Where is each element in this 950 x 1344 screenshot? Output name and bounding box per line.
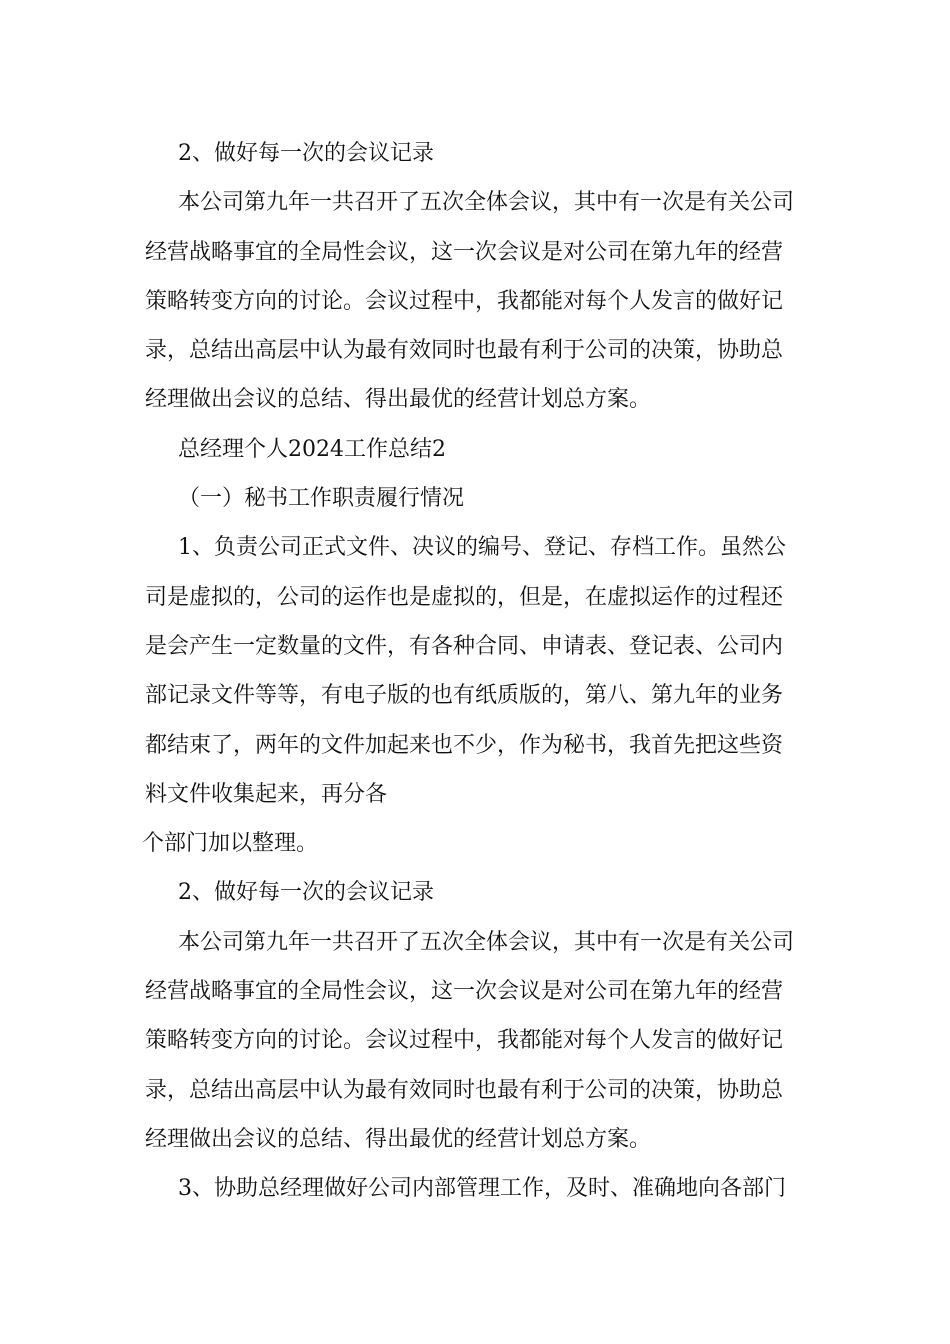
paragraph-line: 司是虚拟的，公司的运作也是虚拟的，但是，在虚拟运作的过程还	[145, 584, 784, 610]
document-body	[142, 129, 810, 1214]
paragraph-line: 都结束了，两年的文件加起来也不少，作为秘书，我首先把这些资	[145, 732, 784, 758]
paragraph-line: 录，总结出高层中认为最有效同时也最有利于公司的决策，协助总	[145, 1077, 784, 1103]
paragraph-line: 料文件收集起来，再分各	[145, 781, 388, 807]
paragraph-line: 经理做出会议的总结、得出最优的经营计划总方案。	[145, 1126, 652, 1152]
paragraph-line: 个部门加以整理。	[142, 831, 319, 857]
paragraph-line: 经营战略事宜的全局性会议，这一次会议是对公司在第九年的经营	[145, 979, 784, 1005]
paragraph-line: 经理做出会议的总结、得出最优的经营计划总方案。	[145, 387, 652, 413]
section-heading: 2、做好每一次的会议记录	[178, 880, 434, 906]
paragraph-line: 策略转变方向的讨论。会议过程中，我都能对每个人发言的做好记	[145, 1028, 784, 1054]
paragraph-line: 策略转变方向的讨论。会议过程中，我都能对每个人发言的做好记	[145, 288, 784, 314]
paragraph-line: 部记录文件等等，有电子版的也有纸质版的，第八、第九年的业务	[145, 683, 784, 709]
paragraph-line: 经营战略事宜的全局性会议，这一次会议是对公司在第九年的经营	[145, 239, 784, 265]
section-heading: （一）秘书工作职责履行情况	[178, 486, 465, 512]
section-heading: 2、做好每一次的会议记录	[178, 141, 434, 166]
paragraph-line: 1、负责公司正式文件、决议的编号、登记、存档工作。虽然公	[178, 535, 786, 561]
paragraph-line: 3、协助总经理做好公司内部管理工作，及时、准确地向各部门	[178, 1176, 786, 1202]
document-title: 总经理个人2024工作总结2	[178, 436, 446, 462]
paragraph-line: 本公司第九年一共召开了五次全体会议，其中有一次是有关公司	[178, 190, 795, 216]
paragraph-line: 录，总结出高层中认为最有效同时也最有利于公司的决策，协助总	[145, 338, 784, 364]
paragraph-line: 本公司第九年一共召开了五次全体会议，其中有一次是有关公司	[178, 929, 795, 955]
paragraph-line: 是会产生一定数量的文件，有各种合同、申请表、登记表、公司内	[145, 633, 784, 659]
